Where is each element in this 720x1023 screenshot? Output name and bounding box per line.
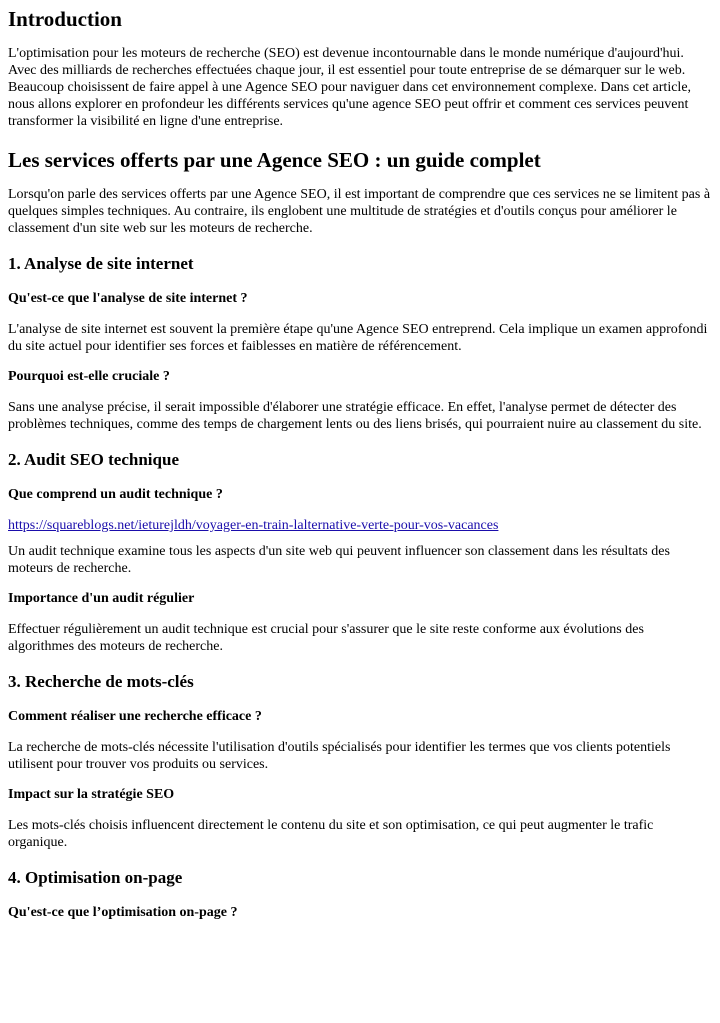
section-1-paragraph-2: Sans une analyse précise, il serait impossible d'élaborer une stratégie efficace. En effet, l'analyse permet de détecter des problèmes techniques, comme des temps de chargement lents ou des liens brisés, qui pourraient nuire au classement du site. <box>8 400 702 432</box>
section-3-paragraph-2: Les mots-clés choisis influencent directement le contenu du site et son optimisation, ce qui peut augmenter le trafic organique. <box>8 818 654 850</box>
intro-paragraph: L'optimisation pour les moteurs de recherche (SEO) est devenue incontournable dans le monde numérique d'aujourd'hui. Avec des milliards de recherches effectuées chaque jour, il est essentiel pour toute entreprise de se démarquer sur le web. Beaucoup choisissent de faire appel à une Agence SEO pour naviguer dans cet environnement complexe. Dans cet article, nous allons explorer en profondeur les différents services qu'une agence SEO peut offrir et comment ces services peuvent transformer la visibilité en ligne d'une entreprise. <box>8 46 692 129</box>
section-4-question-1: Qu'est-ce que l’optimisation on-page ? <box>8 905 238 920</box>
section-2-paragraph-2: Effectuer régulièrement un audit technique est crucial pour s'assurer que le site reste conforme aux évolutions des algorithmes des moteurs de recherche. <box>8 622 644 654</box>
section-1-question-1: Qu'est-ce que l'analyse de site internet ? <box>8 291 248 306</box>
section-2-question-2: Importance d'un audit régulier <box>8 591 195 606</box>
section-2-question-1: Que comprend un audit technique ? <box>8 487 223 502</box>
guide-heading: Les services offerts par une Agence SEO : un guide complet <box>8 148 541 172</box>
section-1-heading: 1. Analyse de site internet <box>8 254 194 273</box>
section-4-heading: 4. Optimisation on-page <box>8 868 183 887</box>
guide-paragraph: Lorsqu'on parle des services offerts par une Agence SEO, il est important de comprendre que ces services ne se limitent pas à quelques simples techniques. Au contraire, ils englobent une multitude de stratégies et d'outils conçus pour améliorer le classement d'un site web sur les moteurs de recherche. <box>8 187 711 236</box>
section-3-paragraph-1: La recherche de mots-clés nécessite l'utilisation d'outils spécialisés pour identifier les termes que vos clients potentiels utilisent pour trouver vos produits ou services. <box>8 740 671 772</box>
section-2-heading: 2. Audit SEO technique <box>8 450 179 469</box>
section-1-question-2: Pourquoi est-elle cruciale ? <box>8 369 170 384</box>
squareblogs-link[interactable]: https://squareblogs.net/ieturejldh/voyager-en-train-lalternative-verte-pour-vos-vacances <box>8 518 499 533</box>
intro-heading: Introduction <box>8 7 122 31</box>
section-3-heading: 3. Recherche de mots-clés <box>8 672 194 691</box>
article <box>0 6 720 922</box>
section-3-question-1: Comment réaliser une recherche efficace ? <box>8 709 262 724</box>
section-2-link-paragraph <box>8 517 712 534</box>
section-3-question-2: Impact sur la stratégie SEO <box>8 787 175 802</box>
section-1-paragraph-1: L'analyse de site internet est souvent la première étape qu'une Agence SEO entreprend. Cela implique un examen approfondi du site actuel pour identifier ses forces et faiblesses en matière de référencement. <box>8 322 708 354</box>
section-2-paragraph-1: Un audit technique examine tous les aspects d'un site web qui peuvent influencer son classement dans les résultats des moteurs de recherche. <box>8 544 670 576</box>
